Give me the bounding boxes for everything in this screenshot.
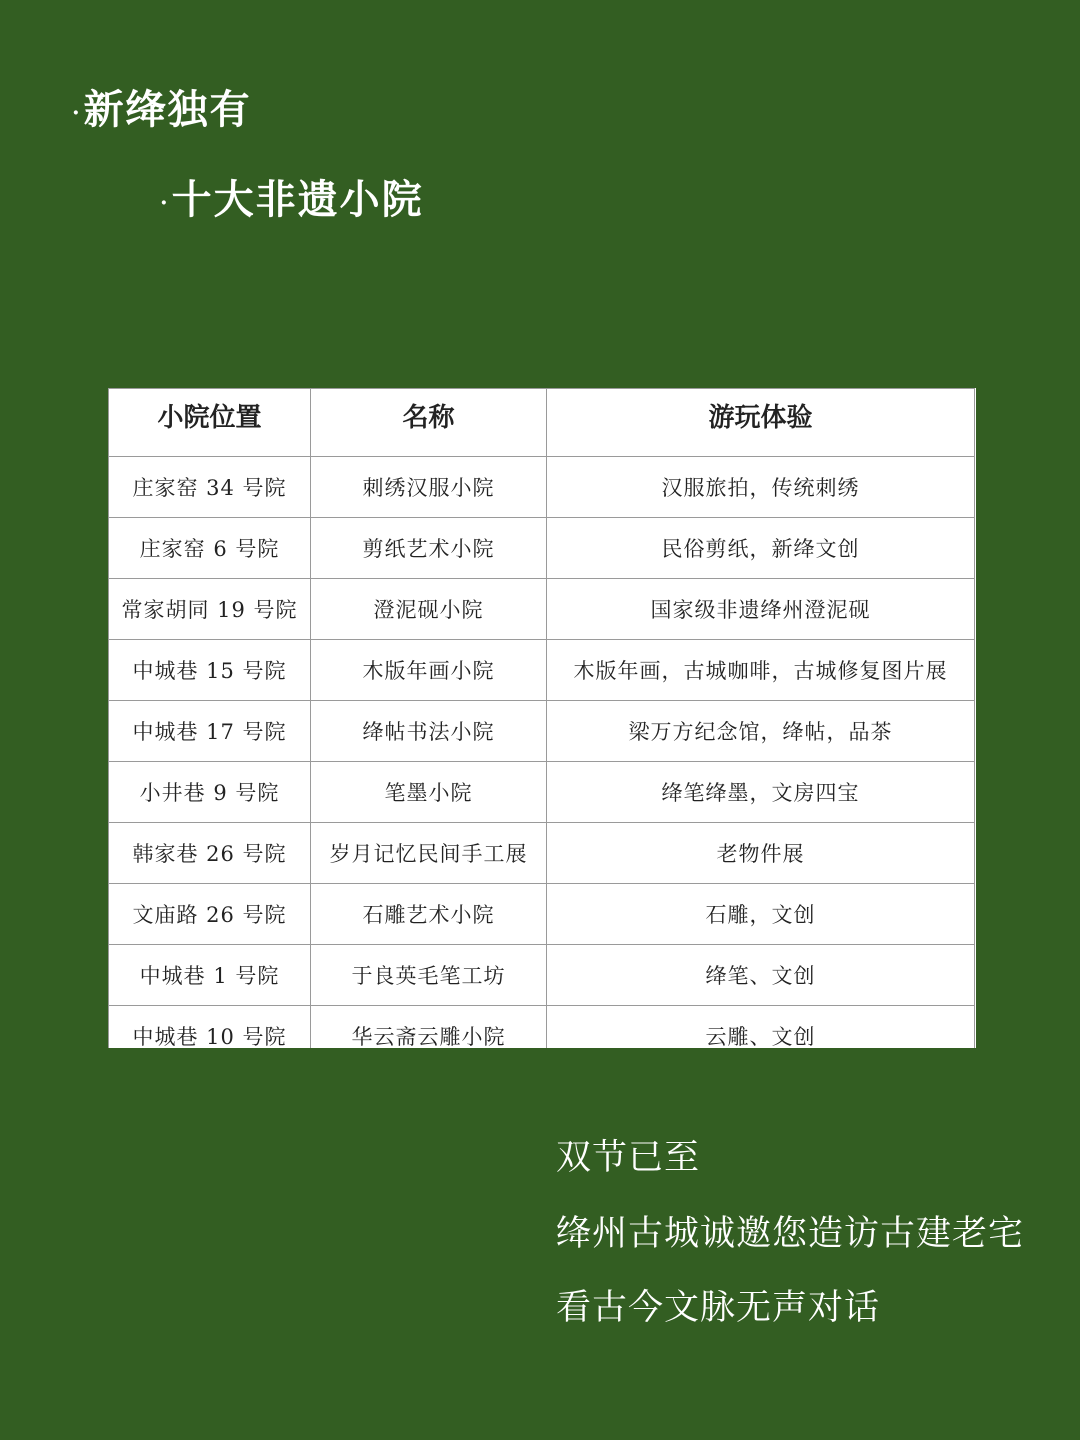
cell-location: 中城巷 10 号院 <box>109 1006 311 1049</box>
cell-experience: 绛笔绛墨，文房四宝 <box>547 762 975 823</box>
cell-name: 于良英毛笔工坊 <box>311 945 547 1006</box>
cell-experience: 石雕，文创 <box>547 884 975 945</box>
table-row <box>109 945 975 1006</box>
header-experience: 游玩体验 <box>547 389 975 457</box>
cell-name: 绛帖书法小院 <box>311 701 547 762</box>
table-row <box>109 884 975 945</box>
table-row <box>109 1006 975 1049</box>
heading-text: 新绛独有 <box>83 86 252 133</box>
table-header-row <box>109 389 975 457</box>
cell-location: 庄家窑 6 号院 <box>109 518 311 579</box>
cell-name: 石雕艺术小院 <box>311 884 547 945</box>
bullet-dot: · <box>72 100 82 126</box>
cell-name: 澄泥砚小院 <box>311 579 547 640</box>
bullet-dot: · <box>160 190 170 216</box>
cell-name: 华云斋云雕小院 <box>311 1006 547 1049</box>
heading-ten-courtyards <box>160 168 424 225</box>
cell-name: 笔墨小院 <box>311 762 547 823</box>
cell-name: 木版年画小院 <box>311 640 547 701</box>
cell-experience: 云雕、文创 <box>547 1006 975 1049</box>
cell-location: 庄家窑 34 号院 <box>109 457 311 518</box>
cell-experience: 国家级非遗绛州澄泥砚 <box>547 579 975 640</box>
cell-experience: 绛笔、文创 <box>547 945 975 1006</box>
cell-location: 中城巷 17 号院 <box>109 701 311 762</box>
header-name: 名称 <box>311 389 547 457</box>
table-row <box>109 579 975 640</box>
cell-experience: 梁万方纪念馆，绛帖，品茶 <box>547 701 975 762</box>
heading-xinjiang-unique <box>72 78 252 135</box>
table-row <box>109 701 975 762</box>
header-location: 小院位置 <box>109 389 311 457</box>
table-row <box>109 762 975 823</box>
courtyard-table <box>108 388 975 1048</box>
table-row <box>109 457 975 518</box>
cell-location: 小井巷 9 号院 <box>109 762 311 823</box>
closing-line-invitation: 绛州古城诚邀您造访古建老宅 <box>556 1214 1025 1254</box>
cell-location: 中城巷 1 号院 <box>109 945 311 1006</box>
table-row <box>109 640 975 701</box>
cell-name: 岁月记忆民间手工展 <box>311 823 547 884</box>
cell-location: 中城巷 15 号院 <box>109 640 311 701</box>
cell-experience: 木版年画，古城咖啡，古城修复图片展 <box>547 640 975 701</box>
cell-location: 文庙路 26 号院 <box>109 884 311 945</box>
cell-name: 剪纸艺术小院 <box>311 518 547 579</box>
cell-experience: 民俗剪纸，新绛文创 <box>547 518 975 579</box>
cell-experience: 老物件展 <box>547 823 975 884</box>
cell-location: 韩家巷 26 号院 <box>109 823 311 884</box>
cell-experience: 汉服旅拍，传统刺绣 <box>547 457 975 518</box>
cell-name: 刺绣汉服小院 <box>311 457 547 518</box>
table-row <box>109 823 975 884</box>
courtyard-table-image <box>108 388 976 1048</box>
cell-location: 常家胡同 19 号院 <box>109 579 311 640</box>
closing-line-festival: 双节已至 <box>556 1138 701 1178</box>
closing-line-dialogue: 看古今文脉无声对话 <box>556 1288 881 1328</box>
table-row <box>109 518 975 579</box>
heading-text: 十大非遗小院 <box>171 176 424 223</box>
table-body <box>109 457 975 1049</box>
